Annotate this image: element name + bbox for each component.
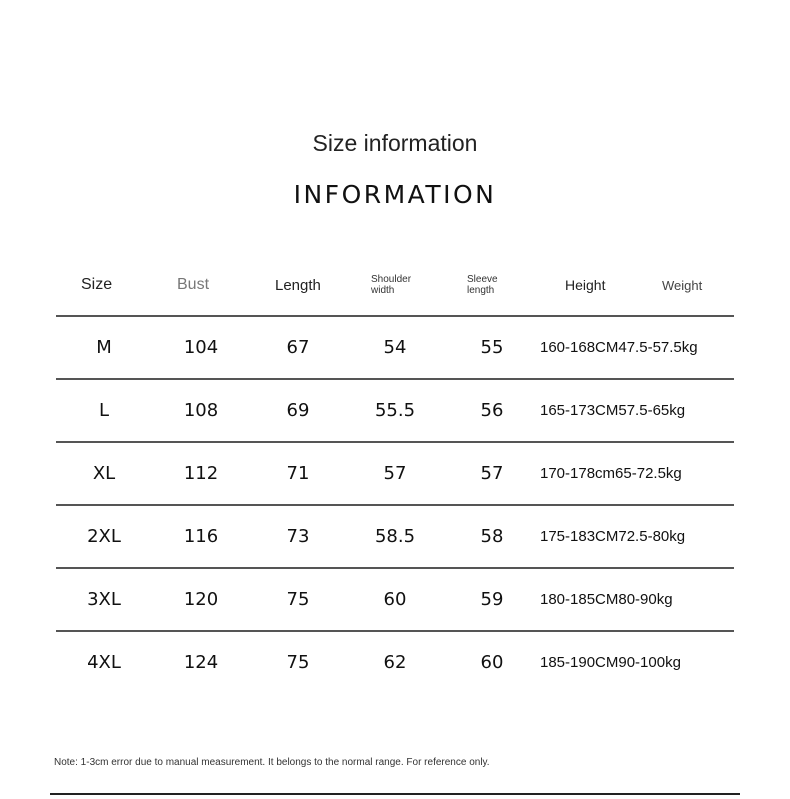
cell-shoulder: 60: [383, 588, 407, 610]
header-shoulder-line1: Shoulder: [371, 274, 412, 285]
cell-shoulder: 57: [383, 462, 407, 484]
header-sleeve-length: [467, 270, 498, 300]
cell-shoulder: 54: [383, 336, 407, 358]
cell-length: 75: [286, 588, 310, 610]
cell-bust: 120: [183, 588, 219, 610]
table-row: [0, 379, 790, 441]
cell-sleeve: 60: [480, 651, 504, 673]
header-shoulder-width: [371, 270, 411, 300]
cell-height-weight: 185-190CM90-100kg: [540, 653, 681, 671]
cell-size: L: [98, 399, 110, 421]
header-sleeve-line2: length: [467, 285, 495, 296]
cell-length: 71: [286, 462, 310, 484]
page-title: Size information: [312, 130, 478, 156]
header-length: Length: [275, 276, 321, 294]
cell-height-weight: 165-173CM57.5-65kg: [540, 401, 686, 419]
cell-sleeve: 55: [480, 336, 504, 358]
cell-size: 3XL: [87, 588, 121, 610]
cell-size: 2XL: [87, 525, 121, 547]
table-row: [0, 568, 790, 630]
table-row: [0, 631, 790, 693]
cell-bust: 112: [183, 462, 219, 484]
table-row: [0, 505, 790, 567]
cell-sleeve: 57: [480, 462, 504, 484]
cell-shoulder: 58.5: [374, 525, 416, 547]
cell-sleeve: 58: [480, 525, 504, 547]
cell-shoulder: 62: [383, 651, 407, 673]
header-shoulder-line2: width: [371, 285, 395, 296]
cell-sleeve: 56: [480, 399, 504, 421]
cell-size: 4XL: [87, 651, 121, 673]
cell-height-weight: 180-185CM80-90kg: [540, 590, 673, 608]
header-weight: Weight: [662, 277, 703, 293]
cell-shoulder: 55.5: [374, 399, 416, 421]
cell-sleeve: 59: [480, 588, 504, 610]
cell-length: 75: [286, 651, 310, 673]
cell-bust: 108: [183, 399, 219, 421]
cell-height-weight: 160-168CM47.5-57.5kg: [540, 338, 698, 356]
bottom-divider: [50, 793, 740, 795]
cell-bust: 116: [183, 525, 219, 547]
header-bust: Bust: [177, 276, 210, 293]
header-size: Size: [81, 276, 113, 293]
cell-length: 67: [286, 336, 310, 358]
header-sleeve-line1: Sleeve: [467, 274, 498, 285]
cell-length: 69: [286, 399, 310, 421]
cell-bust: 104: [183, 336, 219, 358]
cell-height-weight: 175-183CM72.5-80kg: [540, 527, 686, 545]
header-height: Height: [565, 277, 606, 293]
table-row: [0, 316, 790, 378]
table-row: [0, 442, 790, 504]
cell-bust: 124: [183, 651, 219, 673]
measurement-note: Note: 1-3cm error due to manual measurement. It belongs to the normal range. For reference only.: [54, 757, 490, 768]
cell-size: M: [96, 336, 112, 358]
cell-length: 73: [286, 525, 310, 547]
cell-size: XL: [92, 462, 116, 484]
page-subtitle: INFORMATION: [293, 180, 497, 209]
cell-height-weight: 170-178cm65-72.5kg: [540, 464, 682, 482]
